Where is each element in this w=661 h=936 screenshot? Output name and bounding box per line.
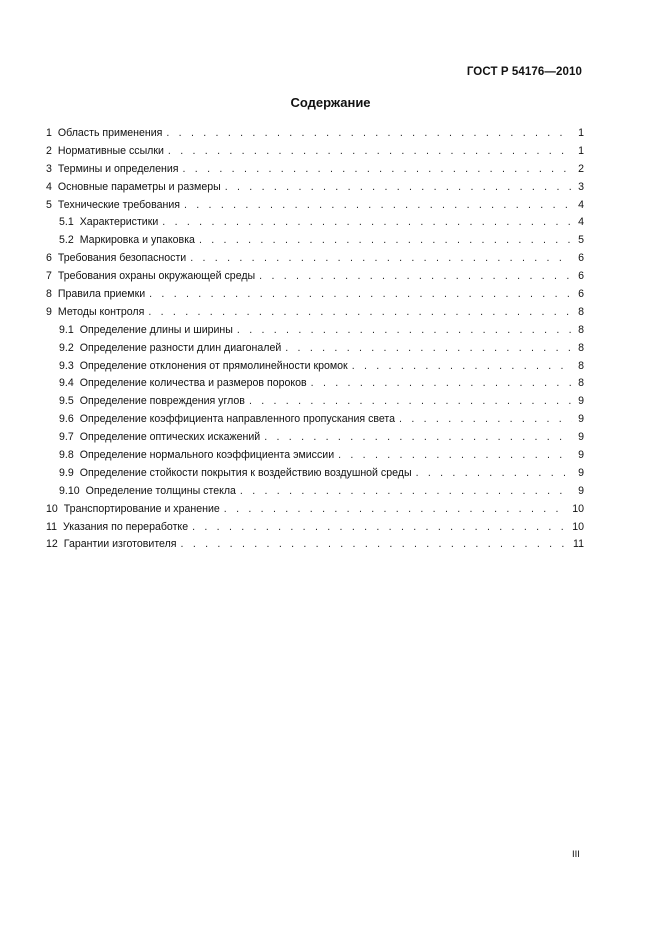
toc-entry-number: 1 [46,127,52,139]
toc-entry-number: 9.3 [59,359,74,372]
toc-entry-page: 11 [573,538,584,551]
toc-entry-label: Определение разности длин диагоналей [79,341,282,354]
toc-entry-number: 2 [46,144,52,157]
toc-entry-number: 5.2 [59,234,74,247]
toc-entry[interactable] [46,322,584,340]
toc-entry-label: Указания по переработке [63,520,189,533]
toc-entry[interactable] [46,483,584,501]
toc-entry-label: Правила приемки [57,288,146,301]
toc-entry-label: Определение нормального коэффициента эмиссии [79,449,335,462]
toc-entry-number: 9.10 [59,484,80,497]
toc-entry-number: 9.5 [59,395,74,408]
toc-entry-number: 9.4 [59,377,74,390]
toc-entry-page: 9 [578,484,584,497]
toc-entry-page: 8 [578,341,584,354]
table-of-contents [46,125,584,554]
toc-dot-leader [192,519,568,537]
document-code: ГОСТ Р 54176—2010 [466,66,582,78]
toc-entry-label: Определение повреждения углов [79,395,245,408]
toc-dot-leader [183,161,572,179]
toc-dot-leader [162,214,572,232]
toc-dot-leader [224,501,568,519]
toc-entry-page: 9 [578,466,584,479]
toc-entry-page: 2 [578,162,584,175]
toc-dot-leader [249,393,572,411]
toc-entry-page: 8 [578,305,584,318]
toc-dot-leader [416,465,572,483]
toc-dot-leader [199,232,572,250]
toc-dot-leader [184,197,572,215]
toc-entry[interactable] [46,429,584,447]
toc-entry-page: 5 [578,234,584,247]
toc-dot-leader [240,483,572,501]
toc-entry-page: 8 [578,377,584,390]
toc-entry-page: 4 [578,198,584,211]
toc-entry[interactable] [46,340,584,358]
toc-entry[interactable] [46,536,584,554]
toc-dot-leader [190,250,572,268]
toc-entry-number: 11 [46,520,57,533]
toc-entry-number: 6 [46,252,52,265]
toc-entry-page: 9 [578,413,584,426]
toc-entry-page: 10 [572,520,584,533]
toc-entry-page: 9 [578,449,584,462]
toc-dot-leader [259,268,572,286]
toc-entry-label: Определение оптических искажений [79,431,261,444]
toc-entry-label: Термины и определения [57,162,179,175]
toc-title: Содержание [290,95,371,110]
toc-entry-page: 6 [578,252,584,265]
toc-dot-leader [311,375,572,393]
toc-entry-page: 6 [578,270,584,283]
toc-entry-label: Основные параметры и размеры [57,180,221,193]
toc-entry-number: 9.8 [59,449,74,462]
toc-entry[interactable] [46,197,584,215]
toc-entry-page: 9 [578,431,584,444]
toc-entry-number: 9.7 [59,431,74,444]
toc-entry-number: 9.9 [59,466,74,479]
toc-entry-label: Транспортирование и хранение [63,502,220,515]
toc-dot-leader [352,358,572,376]
toc-entry[interactable] [46,393,584,411]
toc-dot-leader [225,179,572,197]
toc-entry-number: 9.6 [59,413,74,426]
toc-entry[interactable] [46,179,584,197]
toc-entry[interactable] [46,143,584,161]
toc-entry[interactable] [46,161,584,179]
toc-entry-number: 5.1 [59,216,74,229]
toc-entry-label: Характеристики [79,216,159,229]
toc-entry-number: 9.2 [59,341,74,354]
toc-entry[interactable] [46,519,584,537]
toc-entry-label: Определение количества и размеров пороков [79,377,307,390]
toc-dot-leader [399,411,572,429]
toc-entry[interactable] [46,358,584,376]
toc-entry-number: 8 [46,288,52,301]
toc-entry[interactable] [46,501,584,519]
toc-dot-leader [168,143,572,161]
page-number: III [572,849,580,860]
toc-entry-label: Определение длины и ширины [79,323,233,336]
toc-dot-leader [285,340,572,358]
toc-entry[interactable] [46,268,584,286]
toc-entry-page: 10 [572,502,584,515]
toc-entry[interactable] [46,286,584,304]
toc-dot-leader [237,322,572,340]
toc-entry-number: 12 [46,538,58,551]
toc-entry-label: Определение стойкости покрытия к воздействию воздушной среды [79,466,412,479]
toc-entry-page: 1 [578,127,584,139]
toc-entry-page: 8 [578,359,584,372]
toc-entry-label: Определение отклонения от прямолинейности кромок [79,359,348,372]
toc-entry-label: Методы контроля [57,305,145,318]
toc-entry-number: 7 [46,270,52,283]
toc-entry-label: Маркировка и упаковка [79,234,195,247]
toc-entry[interactable] [46,375,584,393]
toc-entry-label: Требования безопасности [57,252,187,265]
toc-entry-page: 1 [578,144,584,157]
toc-entry[interactable] [46,411,584,429]
toc-entry-label: Определение коэффициента направленного пропускания света [79,413,396,426]
toc-entry-label: Область применения [57,127,163,139]
toc-entry-page: 8 [578,323,584,336]
toc-entry-label: Нормативные ссылки [57,144,164,157]
toc-entry[interactable] [46,447,584,465]
toc-entry[interactable] [46,214,584,232]
toc-entry-page: 6 [578,288,584,301]
toc-entry[interactable] [46,232,584,250]
toc-entry-number: 9 [46,305,52,318]
toc-entry[interactable] [46,250,584,268]
toc-entry[interactable] [46,125,584,143]
toc-entry-number: 3 [46,162,52,175]
toc-dot-leader [166,125,572,143]
toc-entry-page: 4 [578,216,584,229]
toc-entry-label: Гарантии изготовителя [63,538,177,551]
toc-entry-label: Определение толщины стекла [85,484,236,497]
toc-dot-leader [338,447,572,465]
toc-dot-leader [264,429,572,447]
toc-entry[interactable] [46,465,584,483]
toc-entry-number: 5 [46,198,52,211]
toc-entry-number: 9.1 [59,323,74,336]
toc-entry[interactable] [46,304,584,322]
toc-entry-page: 3 [578,180,584,193]
toc-entry-label: Технические требования [57,198,180,211]
toc-entry-page: 9 [578,395,584,408]
toc-entry-number: 10 [46,502,58,515]
toc-dot-leader [149,286,572,304]
toc-entry-label: Требования охраны окружающей среды [57,270,256,283]
toc-dot-leader [181,536,569,554]
toc-dot-leader [148,304,572,322]
toc-entry-number: 4 [46,180,52,193]
